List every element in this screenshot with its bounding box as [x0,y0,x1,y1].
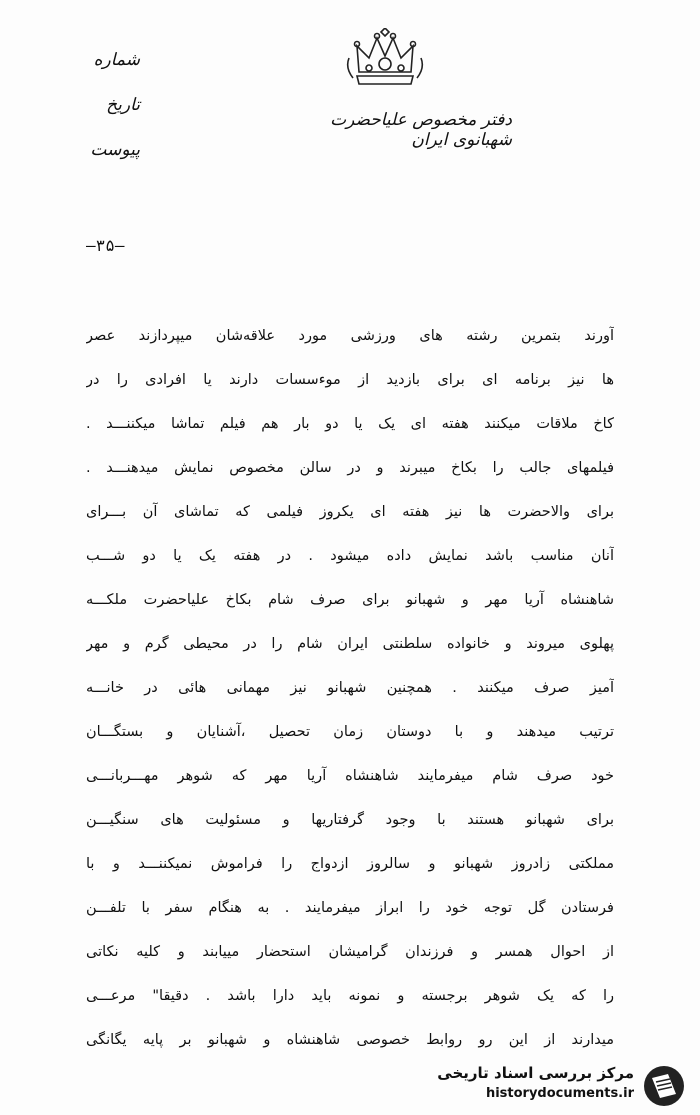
body-line: خود صرف شام میفرمایند شاهنشاه آریا مهر که شوهر مهـــربانـــی [86,768,614,784]
body-line: را که یک شوهر برجسته و نمونه باید دارا باشد . دقیقا" مرعـــی [86,988,614,1004]
meta-date-label: تاریخ [106,95,140,115]
letterhead-organization: دفتر مخصوص علیاحضرت شهبانوی ایران [330,110,512,150]
body-line: آمیز صرف میکنند . همچنین شهبانو نیز مهمانی هائی در خانـــه [86,680,614,696]
body-line: پهلوی میروند و خانواده سلطنتی ایران شام را در محیطی گرم و مهر [86,636,614,652]
body-line: آورند بتمرین رشته های ورزشی مورد علاقه‌شان میپردازند عصر [86,328,614,344]
crown-emblem-icon [345,28,425,90]
watermark [410,1062,690,1110]
body-line: برای والاحضرت ها نیز هفته ای یکروز فیلمی که تماشای آن بـــرای [86,504,614,520]
body-line: از احوال همسر و فرزندان گرامیشان استحضار مییابند و کلیه نکاتی [86,944,614,960]
body-line: فیلمهای جالب را بکاخ میبرند و در سالن مخصوص نمایش میدهنـــد . [86,460,614,476]
letter-body [86,314,614,1062]
meta-number-label: شماره [93,50,140,70]
body-line: برای شهبانو هستند با وجود گرفتاریها و مسئولیت های سنگیـــن [86,812,614,828]
meta-attachment-label: پیوست [90,140,140,160]
body-line: کاخ ملاقات میکنند هفته ای یک یا دو بار هم فیلم تماشا میکننـــد . [86,416,614,432]
body-line: میدارند از این رو روابط خصوصی شاهنشاه و شهبانو بر پایه یگانگی [86,1032,614,1048]
body-line: ها نیز برنامه ای برای بازدید از موءسسات دارند یا افرادی را در [86,372,614,388]
body-line: شاهنشاه آریا مهر و شهبانو برای صرف شام بکاخ علیاحضرت ملکـــه [86,592,614,608]
body-line: مملکتی زادروز شهبانو و سالروز ازدواج را فراموش نمیکننـــد و با [86,856,614,872]
body-line: ترتیب میدهند و با دوستان زمان تحصیل ،آشنایان و بستگـــان [86,724,614,740]
watermark-url: historydocuments.ir [485,1086,634,1101]
document-folder-logo-icon [642,1064,686,1108]
watermark-title: مرکز بررسی اسناد تاریخی [437,1064,634,1082]
body-line: آنان مناسب باشد نمایش داده میشود . در هفته یک یا دو شـــب [86,548,614,564]
page-number: —۳۵— [86,236,125,255]
body-line: فرستادن گل توجه خود را ابراز میفرمایند . به هنگام سفر با تلفـــن [86,900,614,916]
